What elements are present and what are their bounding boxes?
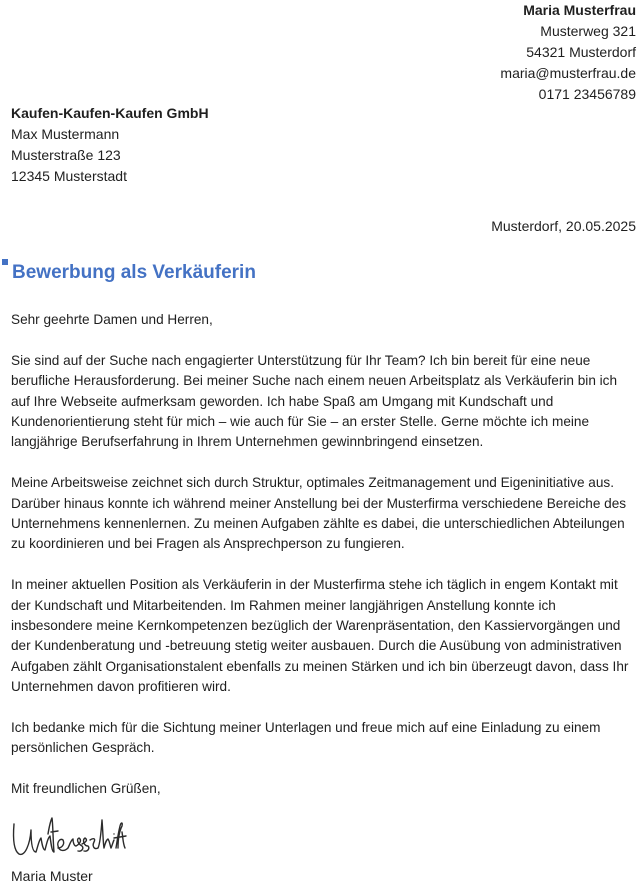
- subject-marker: [2, 259, 8, 265]
- letter-body: [11, 310, 633, 820]
- salutation: Sehr geehrte Damen und Herren,: [11, 312, 213, 327]
- paragraph: Meine Arbeitsweise zeichnet sich durch Struktur, optimales Zeitmanagement und Eigeninitiative aus. Darüber hinaus konnte ich während meiner Anstellung bei der Musterfirma verschiedene Bereiche des Unternehmens kennenlernen. Zu meinen Aufgaben zählte es dabei, die unterschiedlichen Abteilungen zu koordinieren und bei Fragen als Ansprechperson zu fungieren.: [11, 475, 627, 552]
- sender-city: 54321 Musterdorf: [526, 44, 636, 60]
- recipient-contact: Max Mustermann: [11, 126, 120, 142]
- sender-name: Maria Musterfrau: [523, 2, 636, 18]
- sender-phone: 0171 23456789: [538, 86, 636, 102]
- recipient-city: 12345 Musterstadt: [11, 168, 127, 184]
- paragraph: Sie sind auf der Suche nach engagierter Unterstützung für Ihr Team? Ich bin bereit für eine neue berufliche Herausforderung. Bei meiner Suche nach einem neuen Arbeitsplatz als Verkäuferin bin ich auf Ihre Webseite aufmerksam geworden. Ich habe Spaß am Umgang mit Kundschaft und Kundenorientierung steht für mich – wie auch für Sie – an erster Stelle. Gerne möchte ich meine langjährige Berufserfahrung in Ihrem Unternehmen gewinnbringend einsetzen.: [11, 352, 618, 450]
- paragraph: In meiner aktuellen Position als Verkäuferin in der Musterfirma stehe ich täglich in engem Kontakt mit der Kundschaft und Mitarbeitenden. Im Rahmen meiner langjährigen Anstellung konnte ich insbesondere meine Kernkompetenzen bezüglich der Warenpräsentation, den Kassiervorgängen und der Kundenberatung und -betreuung stetig weiter ausbauen. Durch die Ausübung von administrativen Aufgaben zählt Organisationstalent ebenfalls zu meinen Stärken und ich bin überzeugt davon, dass Ihr Unternehmen davon profitieren wird.: [11, 577, 629, 695]
- letter-date: Musterdorf, 20.05.2025: [491, 218, 636, 234]
- paragraph: Ich bedanke mich für die Sichtung meiner Unterlagen und freue mich auf eine Einladung zu einem persönlichen Gespräch.: [11, 720, 601, 756]
- handwritten-signature: [10, 814, 130, 864]
- closing: Mit freundlichen Grüßen,: [11, 781, 161, 797]
- sender-block: [500, 0, 636, 105]
- sender-street: Musterweg 321: [540, 23, 636, 39]
- sender-email: maria@musterfrau.de: [500, 65, 636, 81]
- letter-subject: Bewerbung als Verkäuferin: [12, 262, 256, 283]
- recipient-block: [11, 103, 209, 187]
- signer-name: Maria Muster: [11, 868, 93, 884]
- recipient-street: Musterstraße 123: [11, 147, 121, 163]
- recipient-company: Kaufen-Kaufen-Kaufen GmbH: [11, 105, 209, 121]
